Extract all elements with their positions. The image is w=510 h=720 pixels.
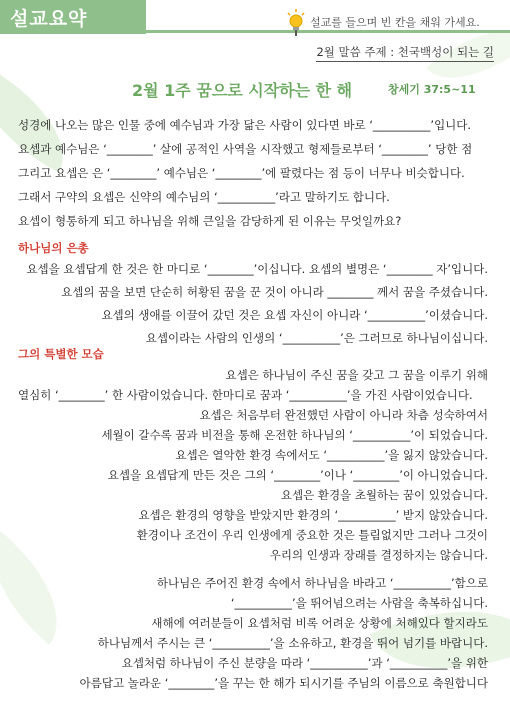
sermon-title-line (0, 78, 510, 100)
section-line: 요셉의 생애를 이끌어 갔던 것은 요셉 자신이 아니라 ‘__________’이셨습니다. (101, 308, 488, 322)
section-heading-special: 그의 특별한 모습 (18, 347, 104, 361)
header-tagline: 설교를 들으며 빈 칸을 채워 가세요. (310, 16, 480, 29)
section-line: 열심히 ‘________’ 한 사람이었습니다. 한마디로 꿈과 ‘__________’을 가진 사람이었습니다. (18, 388, 473, 402)
section-line: 요셉처럼 하나님이 주신 분량을 따라 ‘__________’과 ‘__________’을 위한 (121, 656, 488, 670)
intro-line: 그리고 요셉은 은 ‘________’ 예수님은 ‘________’에 팔렸다는 점 등이 너무나 비슷합니다. (18, 166, 465, 180)
sermon-title: 2월 1주 꿈으로 시작하는 한 해 (132, 81, 353, 100)
section-line: 세월이 갈수록 꿈과 비전을 통해 온전한 하나님의 ‘__________’이 되었습니다. (101, 428, 488, 442)
section-line: 요셉의 꿈을 보면 단순히 허황된 꿈을 꾼 것이 아니라 ________ 께서 꿈을 주셨습니다. (61, 285, 488, 299)
section-line: 요셉은 열악한 환경 속에서도 ‘__________’을 잃지 않았습니다. (175, 448, 488, 462)
intro-line: 요셉과 예수님은 ‘________’ 살에 공적인 사역을 시작했고 형제들로부터 ‘________’ 당한 점 (18, 142, 473, 156)
scripture-reference: 창세기 37:5~11 (388, 83, 476, 96)
intro-line: 요셉이 형통하게 되고 하나님을 위해 큰일을 감당하게 된 이유는 무엇일까요? (18, 214, 402, 228)
section-line: 요셉이라는 사람의 인생의 ‘__________’은 그러므로 하나님이십니다. (145, 331, 488, 345)
section-line: 환경이나 조건이 우리 인생에게 중요한 것은 틀림없지만 그러나 그것이 (136, 528, 488, 542)
section-grace (18, 262, 488, 354)
header-rule (146, 30, 510, 33)
section-line: 요셉은 환경의 영향을 받았지만 환경의 ‘__________’ 받지 않았습니다. (138, 508, 488, 522)
intro-line: 그래서 구약의 요셉은 신약의 예수님의 ‘__________’라고 말하기도 합니다. (18, 190, 390, 204)
section-line: 요셉은 하나님이 주신 꿈을 갖고 그 꿈을 이루기 위해 (225, 368, 488, 382)
section-line: 하나님께서 주시는 큰 ‘__________’을 소유하고, 환경을 뛰어 넘기를 바랍니다. (97, 636, 488, 650)
intro-line: 성경에 나오는 많은 인물 중에 예수님과 가장 닮은 사람이 있다면 바로 ‘__________’입니다. (18, 118, 472, 132)
section-line: 하나님은 주어진 환경 속에서 하나님을 바라고 ‘__________’함으로 (156, 576, 488, 590)
section-line: 아름답고 놀라운 ‘________’을 꾸는 한 해가 되시기를 주님의 이름으로 축원합니다 (79, 676, 488, 690)
section-special (18, 368, 488, 696)
section-line: ‘__________’을 뛰어넘으려는 사람을 축복하십니다. (230, 596, 488, 610)
section-line: 요셉을 요셉답게 한 것은 한 마디로 ‘________’이십니다. 요셉의 별명은 ‘________ 자’입니다. (26, 262, 488, 276)
section-title: 설교요약 (10, 8, 88, 30)
section-line: 우리의 인생과 장래를 결정하지는 않습니다. (269, 548, 488, 562)
section-heading-grace: 하나님의 은총 (18, 241, 89, 255)
section-line: 요셉을 요셉답게 만든 것은 그의 ‘________’이나 ‘________’이 아니었습니다. (107, 468, 488, 482)
section-line: 요셉은 환경을 초월하는 꿈이 있었습니다. (280, 488, 488, 502)
header-tab (0, 0, 146, 34)
section-line: 새해에 여러분들이 요셉처럼 비록 어려운 상황에 처해있다 할지라도 (151, 616, 488, 630)
monthly-theme: 2월 말씀 주제 : 천국백성이 되는 길 (316, 44, 494, 62)
section-line: 요셉은 처음부터 완전했던 사람이 아니라 차츰 성숙하여서 (199, 408, 488, 422)
lightbulb-icon (286, 8, 306, 36)
intro-paragraph (18, 118, 498, 238)
